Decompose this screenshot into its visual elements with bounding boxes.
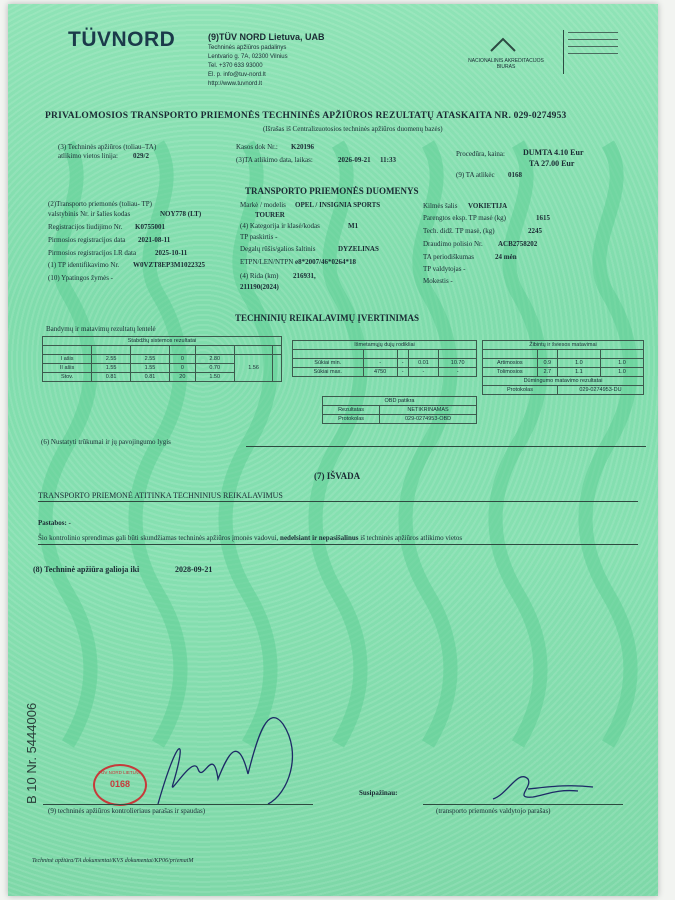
receipt-label: Kasos dok Nr.: <box>236 143 278 151</box>
table-row: II ašis 1.55 1.55 0 0.70 <box>43 364 282 373</box>
fuel-label: Degalų rūšis/galios šaltinis <box>240 245 316 253</box>
make-value-2: TOURER <box>255 211 285 219</box>
footer-path: Techninė apžiūra/TA dokumentai/KVS dokumentai/KP06/priemaiM <box>32 858 194 864</box>
category-label: (4) Kategorija ir klasė/kodas <box>240 222 320 230</box>
policy-label: Draudimo polisio Nr. <box>423 240 483 248</box>
faults-label: (6) Nustatyti trūkumai ir jų pavojingumo lygis <box>41 438 171 446</box>
vin-value: W0VZT8EP3M1022325 <box>133 261 205 269</box>
inspector-stamp: TÜV NORD LIETUVA 0168 <box>93 764 147 806</box>
mass-value: 1615 <box>536 214 550 222</box>
inspection-report-sheet <box>8 4 658 896</box>
table-row: Sūkiai min. - - 0.01 10.70 <box>293 359 477 368</box>
owner-label: TP valdytojas - <box>423 265 466 273</box>
table-row: Tolimosios 2.7 1.1 1.0 <box>483 368 644 377</box>
brake-table-header: Stabdžių sistemos rezultatai <box>43 337 282 346</box>
inspector-sign-label: (9) techninės apžiūros kontrolieriaus parašas ir spaudas) <box>48 807 206 815</box>
conclusion-text: TRANSPORTO PRIEMONĖ ATITINKA TECHNINIUS REIKALAVIMUS <box>38 491 283 500</box>
company-website: http://www.tuvnord.lt <box>208 81 263 87</box>
odometer-value: 216931, <box>293 272 316 280</box>
owner-sign-line <box>423 804 623 805</box>
max-mass-value: 2245 <box>528 227 542 235</box>
obd-table-header: OBD patikra <box>323 397 477 406</box>
dumta-table-header: Dūmingumo matavimo rezultatai <box>483 377 644 386</box>
report-title: PRIVALOMOSIOS TRANSPORTO PRIEMONĖS TECHNINĖS APŽIŪROS REZULTATŲ ATASKAITA NR. 029-0274953 <box>45 111 567 121</box>
special-marks-label: (10) Ypatingos žymės - <box>48 274 113 282</box>
faults-line <box>246 446 646 447</box>
reg-cert-value: K0755001 <box>135 223 165 231</box>
category-value: M1 <box>348 222 359 230</box>
company-line-2: Lentvario g. 7A, 02300 Vilnius <box>208 54 288 60</box>
max-mass-label: Tech. didž. TP masė, (kg) <box>423 227 495 235</box>
price-value: TA 27.00 Eur <box>529 159 575 168</box>
acquainted-label: Susipažinau: <box>359 789 398 797</box>
first-reg-value: 2021-08-11 <box>138 236 171 244</box>
tech-section-title: TECHNINIŲ REIKALAVIMŲ ĮVERTINIMAS <box>235 313 420 323</box>
emission-table-header: Išmetamųjų dujų rodikliai <box>293 341 477 350</box>
table-row: Artimosios 0.9 1.0 1.0 <box>483 359 644 368</box>
fuel-value: DYZELINAS <box>338 245 379 253</box>
date-value: 2026-09-21 <box>338 156 371 164</box>
conclusion-line <box>38 501 638 502</box>
notes-label: Pastabos: - <box>38 519 71 527</box>
plate-value: NOY778 (LT) <box>160 210 202 218</box>
ta-code-label: (9) TA atlikėc <box>456 171 495 179</box>
vehicle-section-title: TRANSPORTO PRIEMONĖS DUOMENYS <box>245 186 419 196</box>
table-row: Rezultatas NETIKRINAMAS <box>323 406 477 415</box>
reg-cert-label: Registracijos liudijimo Nr. <box>48 223 123 231</box>
place-label: atlikimo vietos linija: <box>58 152 118 160</box>
owner-signature <box>488 759 598 809</box>
table-row: Protokolas 029-0274953-DU <box>483 386 644 395</box>
period-label: TA periodiškumas <box>423 253 474 261</box>
table-row: Protokolas 029-0274953-OBD <box>323 415 477 424</box>
period-value: 24 mėn <box>495 253 517 261</box>
table-row: I ašis 2.55 2.55 0 2.80 1.56 <box>43 355 282 364</box>
table-row: Stov. 0.81 0.81 20 1.50 <box>43 373 282 382</box>
ta-code-value: 0168 <box>508 171 522 179</box>
receipt-value: K20196 <box>291 143 314 151</box>
validity-label: (8) Techninė apžiūra galioja iki <box>33 565 140 574</box>
plate-label: valstybinis Nr. ir šalies kodas <box>48 210 131 218</box>
emission-results-table <box>292 340 477 377</box>
vehicle-label-1: (2)Transporto priemonės (toliau- TP) <box>48 200 153 208</box>
date-label: (3)TA atlikimo data, laikas: <box>236 156 313 164</box>
purpose-label: TP paskirtis - <box>240 233 278 241</box>
company-phone: Tel. +370 633 93000 <box>208 63 263 69</box>
table-row: Sūkiai max. 4750 - - - <box>293 368 477 377</box>
serial-number: B 10 Nr. 5444006 <box>24 702 39 804</box>
odometer-label: (4) Rida (km) <box>240 272 279 280</box>
company-line-1: Techninės apžiūros padalinys <box>208 45 287 51</box>
make-value: OPEL / INSIGNIA SPORTS <box>295 201 381 209</box>
owner-sign-label: (transporto priemonės valdytojo parašas) <box>436 807 551 815</box>
procedure-value: DUMTA 4.10 Eur <box>523 148 584 157</box>
report-subtitle: (Išrašas iš Centralizuotosios techninės apžiūros duomenų bazės) <box>263 125 443 133</box>
accreditation-text: NACIONALINIS AKREDITACIJOS BIURAS <box>468 58 544 70</box>
validity-value: 2028-09-21 <box>175 565 213 574</box>
etpn-value: e8*2007/46*0264*18 <box>295 258 357 266</box>
vin-label: (1) TP identifikavimo Nr. <box>48 261 120 269</box>
brake-efficiency-value: 1.56 <box>234 355 273 382</box>
brake-results-table <box>42 336 282 382</box>
country-label: Kilmės šalis <box>423 202 458 210</box>
conclusion-title: (7) IŠVADA <box>314 471 361 481</box>
first-reg-lt-value: 2025-10-11 <box>155 249 188 257</box>
first-reg-lt-label: Pirmosios registracijos LR data <box>48 249 137 257</box>
notes-line <box>38 544 638 545</box>
inspector-signature <box>118 694 318 814</box>
inspector-sign-line <box>43 804 313 805</box>
tax-label: Mokestis - <box>423 277 453 285</box>
country-value: VOKIETIJA <box>468 202 508 210</box>
place-value: 029/2 <box>133 152 149 160</box>
mass-label: Parengtos eksp. TP masė (kg) <box>423 214 507 222</box>
obd-table <box>322 396 477 424</box>
accreditation-details-block <box>563 30 626 74</box>
lights-table <box>482 340 644 395</box>
lights-table-header: Žibintų ir šviesos matavimai <box>483 341 644 350</box>
company-name: (9)TÜV NORD Lietuva, UAB <box>208 32 325 42</box>
time-value: 11:33 <box>380 156 396 164</box>
procedure-label: Procedūra, kaina: <box>456 150 505 158</box>
company-email: El. p. info@tuv-nord.lt <box>208 72 266 78</box>
odometer-value-2: 211190(2024) <box>240 283 279 291</box>
tests-table-title: Bandymų ir matavimų rezultatų lentelė <box>46 325 156 333</box>
ta-label: (3) Techninės apžiūros (toliau–TA) <box>58 143 157 151</box>
first-reg-label: Pirmosios registracijos data <box>48 236 126 244</box>
notes-text: Šio kontrolinio sprendimas gali būti skundžiamas techninės apžiūros įmonės vadovui, nedelsiant ir nepasišalinus iš techninės apžiūros atlikimo vietos <box>38 534 463 542</box>
policy-value: ACB2758202 <box>498 240 538 248</box>
accreditation-logo-icon <box>488 34 518 54</box>
make-label: Markė / modelis <box>240 201 286 209</box>
tuv-nord-logo: TÜVNORD <box>68 28 176 51</box>
etpn-label: ETPN/LEN/NTPN <box>240 258 294 266</box>
